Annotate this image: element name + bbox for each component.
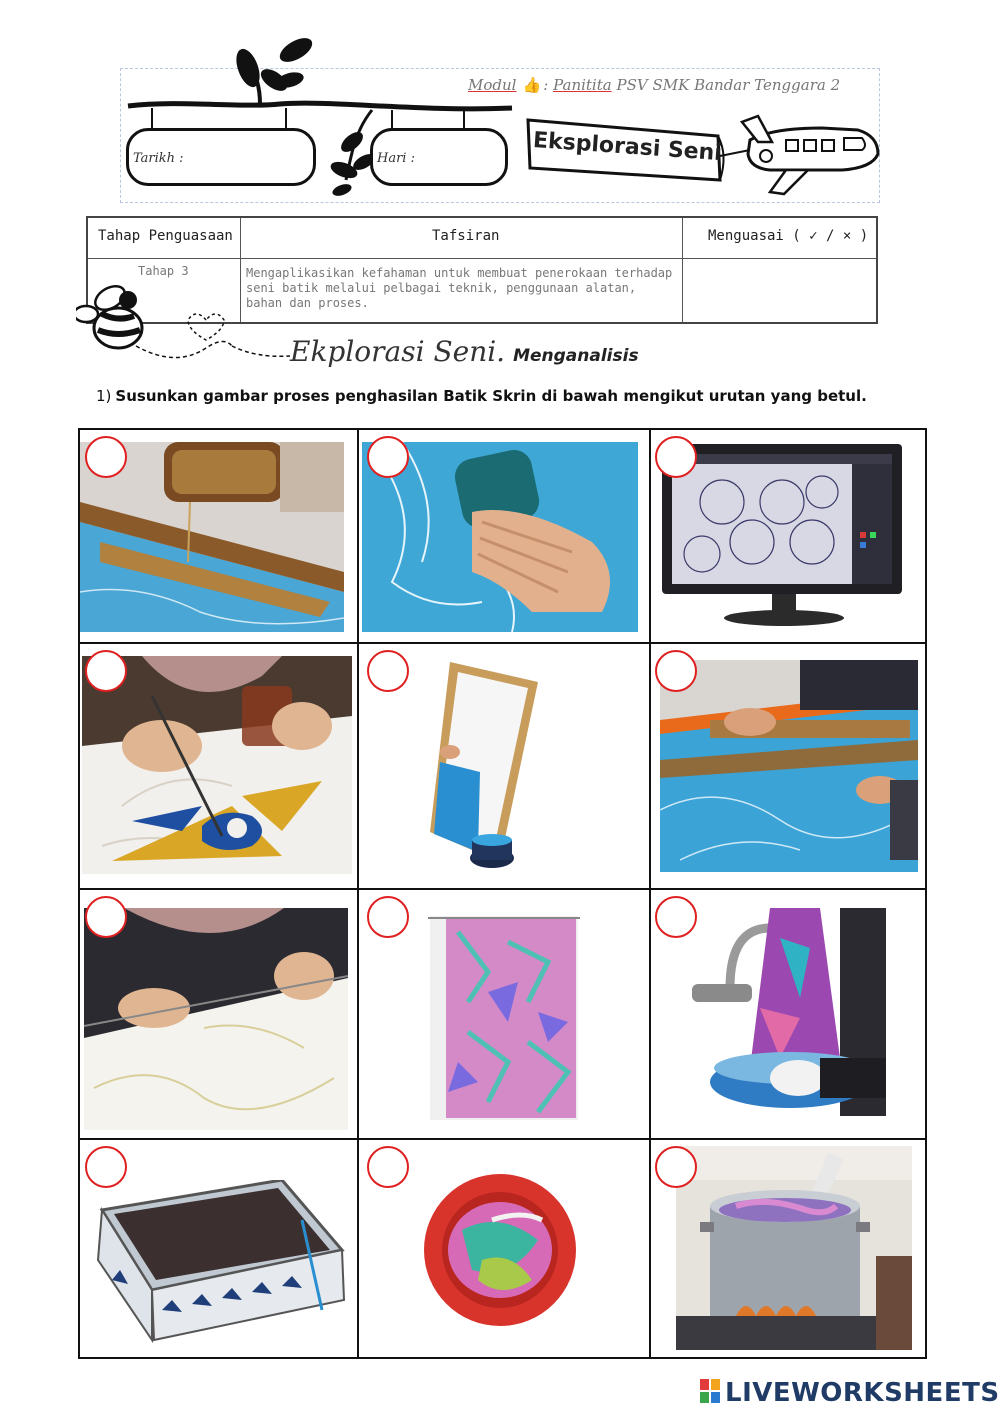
- photo-dye-basin: [422, 1150, 578, 1346]
- section-title: [290, 335, 639, 368]
- photo-fabric-stretch: [84, 908, 348, 1130]
- grid-hline: [80, 642, 925, 644]
- squeegee-print-icon: [660, 660, 918, 872]
- answer-circle-8[interactable]: [367, 896, 409, 938]
- photo-painting-colour: [82, 656, 352, 874]
- answer-circle-3[interactable]: [655, 436, 697, 478]
- tarikh-label: Tarikh :: [133, 151, 184, 166]
- rinsing-cloth-icon: [690, 908, 886, 1116]
- hanging-cloth-icon: [428, 912, 580, 1124]
- grid-hline: [80, 888, 925, 890]
- modul-line: [468, 76, 840, 94]
- brand-text: LIVEWORKSHEETS: [725, 1378, 1000, 1408]
- answer-circle-2[interactable]: [367, 436, 409, 478]
- answer-circle-12[interactable]: [655, 1146, 697, 1188]
- computer-design-icon: [662, 442, 906, 632]
- question-text: Susunkan gambar proses penghasilan Batik Skrin di bawah mengikut urutan yang betul.: [115, 387, 867, 405]
- panitia-text: Panitita: [553, 76, 612, 94]
- thumbs-up-icon: 👍: [522, 76, 542, 94]
- header-tahap: Tahap Penguasaan: [98, 228, 233, 244]
- section-subtitle: Menganalisis: [513, 346, 639, 366]
- section-title-text: Ekplorasi Seni.: [290, 335, 506, 368]
- answer-circle-10[interactable]: [85, 1146, 127, 1188]
- header-menguasai: Menguasai ( ✓ / × ): [708, 228, 869, 244]
- answer-circle-11[interactable]: [367, 1146, 409, 1188]
- banner-title: Eksplorasi Seni: [532, 128, 723, 167]
- dye-basin-icon: [422, 1150, 578, 1346]
- question-number: 1): [96, 387, 112, 405]
- tafsiran-text: Mengaplikasikan kefahaman untuk membuat penerokaan terhadap seni batik melalui pelbagai teknik, penggunaan alatan, bahan dan proses.: [246, 266, 673, 310]
- table-row-divider: [88, 258, 876, 259]
- silk-screen-icon: [92, 1180, 348, 1350]
- photo-computer-design: [662, 442, 906, 632]
- grid-vline: [649, 430, 651, 1357]
- liveworksheets-logo[interactable]: [700, 1378, 1000, 1408]
- photo-rinsing-cloth: [690, 908, 886, 1116]
- photo-silk-screen: [92, 1180, 348, 1350]
- grid-hline: [80, 1138, 925, 1140]
- answer-circle-6[interactable]: [655, 650, 697, 692]
- photo-squeegee-print: [660, 660, 918, 872]
- answer-circle-9[interactable]: [655, 896, 697, 938]
- answer-circle-4[interactable]: [85, 650, 127, 692]
- photo-screen-frame: [420, 662, 540, 872]
- answer-circle-1[interactable]: [85, 436, 127, 478]
- screen-frame-icon: [420, 662, 540, 872]
- grid-vline: [357, 430, 359, 1357]
- mastery-cell[interactable]: [688, 266, 868, 316]
- boiling-pot-icon: [676, 1146, 912, 1350]
- hari-box[interactable]: [370, 128, 508, 186]
- fabric-stretch-icon: [84, 908, 348, 1130]
- tahap-level: Tahap 3: [138, 264, 189, 278]
- hari-label: Hari :: [377, 151, 415, 166]
- header-tafsiran: Tafsiran: [432, 228, 500, 244]
- tarikh-box[interactable]: [126, 128, 316, 186]
- school-text: PSV SMK Bandar Tenggara 2: [616, 76, 841, 94]
- photo-hanging-cloth: [428, 912, 580, 1124]
- answer-circle-5[interactable]: [367, 650, 409, 692]
- modul-label: Modul: [468, 76, 517, 94]
- bee-icon: [76, 280, 296, 370]
- logo-blocks-icon: [700, 1379, 722, 1405]
- painting-colour-icon: [82, 656, 352, 874]
- photo-boiling-pot: [676, 1146, 912, 1350]
- modul-colon: :: [543, 76, 549, 94]
- answer-circle-7[interactable]: [85, 896, 127, 938]
- question-1: [96, 387, 867, 405]
